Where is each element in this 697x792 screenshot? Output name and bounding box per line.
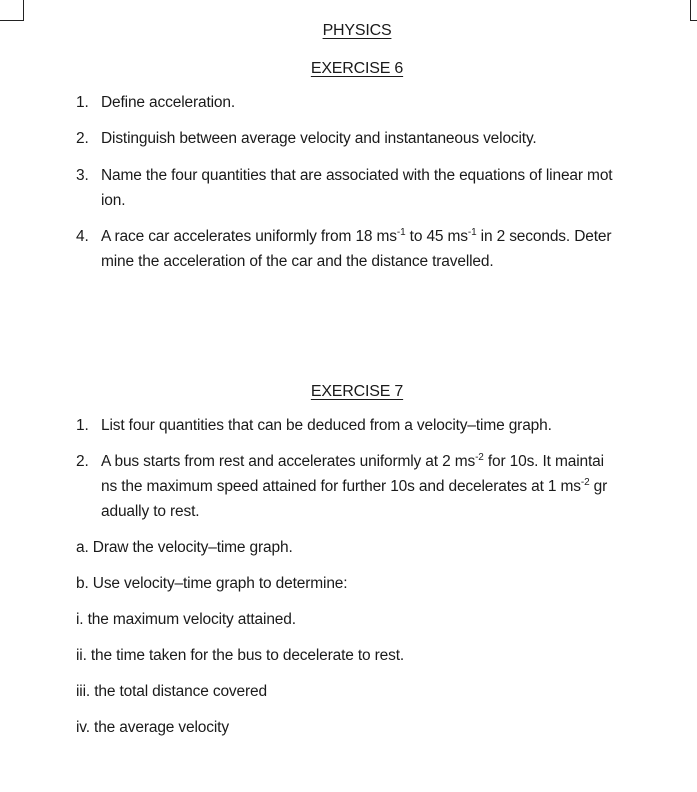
question-text: A race car accelerates uniformly from 18 $ms^{-1}$ to 45 $ms^{-1}$ in 2 seconds. Deter — [101, 227, 612, 245]
question-number: 1. — [76, 417, 89, 434]
question-number: 1. — [76, 94, 89, 111]
exercise-6-heading: EXERCISE 6 — [310, 60, 404, 77]
question-text-continued: ns the maximum speed attained for further 10s and decelerates at 1 $ms^{-2}$ gr — [101, 477, 608, 495]
crop-corner-mark-left — [0, 0, 24, 21]
unit-exponent: -1 — [467, 227, 477, 238]
question-text-continued: adually to rest. — [101, 503, 200, 520]
subpart-i: i. the maximum velocity attained. — [76, 611, 296, 628]
crop-corner-mark-right — [690, 0, 697, 21]
subpart-ii: ii. the time taken for the bus to decelerate to rest. — [76, 647, 405, 664]
question-number: 4. — [76, 228, 89, 245]
question-text: Define acceleration. — [101, 94, 235, 111]
question-number: 2. — [76, 453, 89, 470]
question-text: Name the four quantities that are associated with the equations of linear mot — [101, 167, 613, 184]
question-text-continued: mine the acceleration of the car and the distance travelled. — [101, 253, 494, 270]
subpart-iv: iv. the average velocity — [76, 719, 229, 736]
question-text: Distinguish between average velocity and instantaneous velocity. — [101, 130, 537, 147]
question-text-continued: ion. — [101, 192, 126, 209]
subpart-b: b. Use velocity–time graph to determine: — [76, 575, 348, 592]
question-text: A bus starts from rest and accelerates uniformly at 2 $ms^{-2}$ for 10s. It maintai — [101, 452, 604, 470]
question-number: 3. — [76, 167, 89, 184]
subpart-a: a. Draw the velocity–time graph. — [76, 539, 293, 556]
unit-exponent: -2 — [580, 477, 590, 488]
question-text: List four quantities that can be deduced from a velocity–time graph. — [101, 417, 552, 434]
document-title: PHYSICS — [322, 22, 392, 39]
subpart-iii: iii. the total distance covered — [76, 683, 267, 700]
unit-exponent: -1 — [396, 227, 406, 238]
exercise-7-heading: EXERCISE 7 — [310, 383, 404, 400]
unit-exponent: -2 — [475, 452, 484, 463]
question-number: 2. — [76, 130, 89, 147]
